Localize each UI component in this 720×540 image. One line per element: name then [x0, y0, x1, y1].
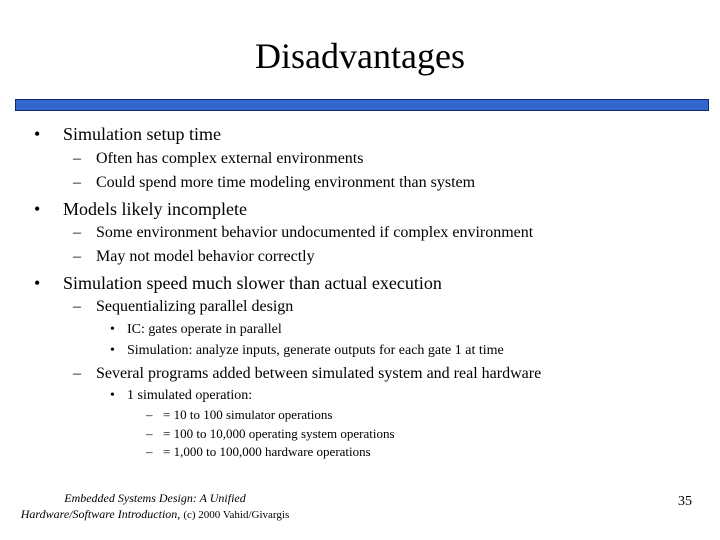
sub-bullet-item: Some environment behavior undocumented if complex environment — [96, 224, 534, 241]
bullet-item: Simulation speed much slower than actual execution — [63, 273, 442, 293]
sub-bullet-item: Could spend more time modeling environment than system — [96, 174, 476, 191]
sub-bullet-item: Often has complex external environments — [96, 150, 364, 167]
bullet-marker: • — [34, 273, 41, 293]
footer-book-title: Embedded Systems Design: A Unified — [64, 491, 246, 505]
page-number: 35 — [678, 494, 692, 509]
title-divider-bar — [15, 99, 709, 111]
dash-marker: – — [146, 426, 153, 441]
footer-book-subtitle — [0, 506, 310, 523]
dash-marker: – — [146, 444, 153, 459]
dash-marker: – — [73, 174, 81, 191]
small-bullet-marker: • — [110, 322, 115, 337]
footer-copyright: (c) 2000 Vahid/Givargis — [183, 509, 290, 521]
dash-marker: – — [73, 365, 81, 382]
dash-marker: – — [73, 248, 81, 265]
footer-book-subtitle-text: Hardware/Software Introduction, — [20, 507, 181, 521]
level4-item: = 10 to 100 simulator operations — [163, 407, 333, 422]
level4-item: = 100 to 10,000 operating system operations — [163, 426, 395, 441]
level4-item: = 1,000 to 100,000 hardware operations — [163, 444, 371, 459]
sub-bullet-item: May not model behavior correctly — [96, 248, 315, 265]
dash-marker: – — [73, 224, 81, 241]
sub-sub-bullet-item: 1 simulated operation: — [127, 388, 253, 403]
slide-title: Disadvantages — [255, 36, 465, 76]
footer-citation — [0, 490, 310, 523]
bullet-item: Simulation setup time — [63, 124, 221, 144]
dash-marker: – — [73, 298, 81, 315]
sub-sub-bullet-item: IC: gates operate in parallel — [127, 322, 282, 337]
bullet-marker: • — [34, 124, 41, 144]
dash-marker: – — [73, 150, 81, 167]
sub-bullet-item: Several programs added between simulated system and real hardware — [96, 365, 542, 382]
sub-sub-bullet-item: Simulation: analyze inputs, generate outputs for each gate 1 at time — [127, 343, 504, 358]
bullet-item: Models likely incomplete — [63, 199, 247, 219]
small-bullet-marker: • — [110, 388, 115, 403]
dash-marker: – — [146, 407, 153, 422]
small-bullet-marker: • — [110, 343, 115, 358]
bullet-marker: • — [34, 199, 41, 219]
sub-bullet-item: Sequentializing parallel design — [96, 298, 294, 315]
